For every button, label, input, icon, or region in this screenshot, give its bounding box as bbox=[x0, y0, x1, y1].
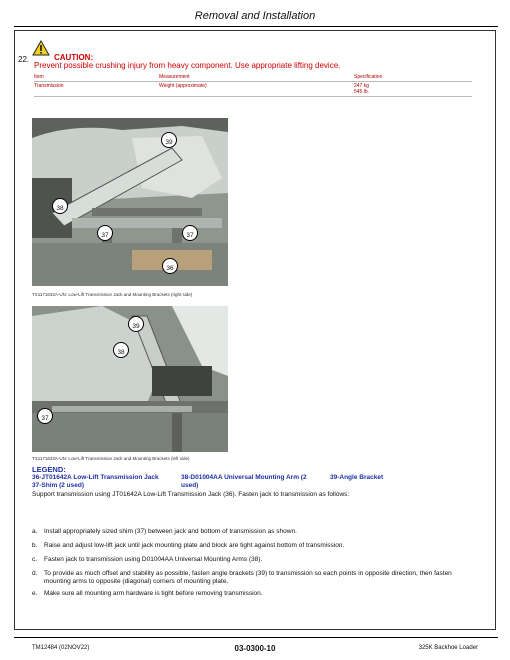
footer-divider bbox=[14, 637, 498, 638]
callout-36 bbox=[162, 258, 178, 274]
legend-item-38-line1: 38-D01004AA Universal Mounting Arm (2 bbox=[181, 474, 307, 481]
legend-item-38-line2: used) bbox=[181, 482, 199, 489]
caution-label: CAUTION: bbox=[54, 53, 94, 62]
callout-38 bbox=[52, 198, 68, 214]
cell-item: Transmission bbox=[34, 82, 159, 97]
cell-measurement: Weight (approximate) bbox=[159, 82, 354, 97]
spec-metric: 247 kg bbox=[354, 83, 370, 89]
substep-a bbox=[32, 528, 472, 536]
callout-label: 37 bbox=[41, 415, 49, 422]
column-header-measurement: Measurement bbox=[159, 73, 354, 82]
legend-item-37: 37-Shim (2 used) bbox=[32, 482, 85, 489]
legend-item-38 bbox=[181, 474, 341, 490]
callout-label: 37 bbox=[101, 232, 109, 239]
legend-item-39: 39-Angle Bracket bbox=[330, 474, 384, 481]
footer-product-name: 325K Backhoe Loader bbox=[418, 645, 478, 651]
substep-b bbox=[32, 542, 472, 550]
column-header-specification: Specification bbox=[354, 73, 472, 82]
footer-page-number: 03-0300-10 bbox=[234, 644, 276, 653]
footer-document-id: TM12484 (02NOV22) bbox=[32, 645, 90, 651]
cell-specification bbox=[354, 82, 472, 97]
substep-text: Fasten jack to transmission using D01004AA Universal Mounting Arms (38). bbox=[44, 556, 263, 563]
warning-triangle-icon bbox=[32, 40, 50, 56]
callout-37 bbox=[37, 408, 53, 424]
callout-39 bbox=[128, 316, 144, 332]
column-header-item: Item bbox=[34, 73, 159, 82]
substep-e bbox=[32, 590, 472, 598]
callout-37 bbox=[182, 225, 198, 241]
page-header-title: Removal and Installation bbox=[194, 10, 316, 22]
instruction-intro: Support transmission using JT01642A Low-Lift Transmission Jack (36). Fasten jack to transmission as follows: bbox=[32, 491, 350, 498]
substep-letter: c. bbox=[32, 556, 38, 563]
legend-item-36: 36-JT01642A Low-Lift Transmission Jack bbox=[32, 474, 159, 481]
substep-letter: d. bbox=[32, 570, 38, 577]
spec-imperial: 545 lb. bbox=[354, 89, 370, 95]
callout-label: 39 bbox=[165, 139, 173, 146]
substep-letter: a. bbox=[32, 528, 38, 535]
substep-text: To provide as much offset and stability as possible, fasten angle brackets (39) to transmission so each points in opposite direction, then fasten mounting arms to opposite (diagonal) corners of mounting plate. bbox=[44, 570, 452, 585]
callout-label: 39 bbox=[132, 323, 140, 330]
legend-title: LEGEND: bbox=[32, 465, 66, 474]
substep-text: Raise and adjust low-lift jack until jack mounting plate and block are tight against bottom of transmission. bbox=[44, 542, 345, 549]
step-number: 22. bbox=[18, 55, 30, 64]
table-header-row bbox=[34, 73, 472, 82]
substep-letter: e. bbox=[32, 590, 38, 597]
callout-39 bbox=[161, 132, 177, 148]
figure-caption: TX1171633A-UN: Low-Lift Transmission Jack and Mounting Brackets (left side) bbox=[32, 456, 190, 461]
table-row bbox=[34, 82, 472, 97]
substep-text: Make sure all mounting arm hardware is tight before removing transmission. bbox=[44, 590, 263, 597]
callout-label: 36 bbox=[166, 265, 174, 272]
header-divider bbox=[14, 26, 498, 27]
specification-table bbox=[34, 73, 472, 97]
substep-text: Install appropriately sized shim (37) between jack and bottom of transmission as shown. bbox=[44, 528, 297, 535]
callout-label: 38 bbox=[56, 205, 64, 212]
callout-label: 38 bbox=[117, 349, 125, 356]
substep-letter: b. bbox=[32, 542, 38, 549]
figure-caption: TX1171632A-UN: Low-Lift Transmission Jack and Mounting Brackets (right side) bbox=[32, 292, 193, 297]
callout-38 bbox=[113, 342, 129, 358]
callout-label: 37 bbox=[186, 232, 194, 239]
callout-37 bbox=[97, 225, 113, 241]
caution-text: Prevent possible crushing injury from heavy component. Use appropriate lifting device. bbox=[34, 61, 341, 70]
substep-d bbox=[32, 570, 472, 586]
substep-c bbox=[32, 556, 472, 564]
